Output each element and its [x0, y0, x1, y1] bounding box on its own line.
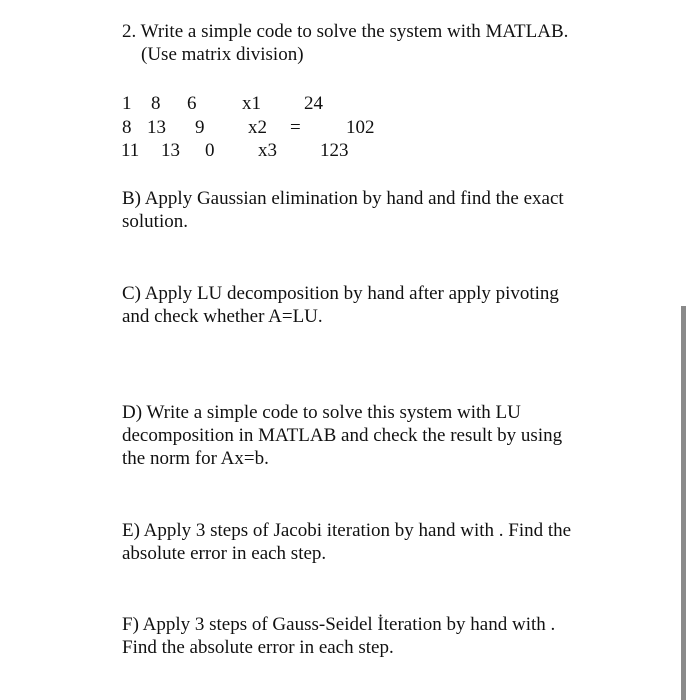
rhs-value: 102	[346, 117, 375, 138]
matrix-cell: 6	[187, 93, 197, 114]
variable: x3	[258, 140, 277, 161]
part-d-line: D) Write a simple code to solve this system with LU	[122, 402, 521, 423]
vertical-scrollbar[interactable]	[681, 306, 686, 700]
rhs-value: 24	[304, 93, 323, 114]
part-f-line: F) Apply 3 steps of Gauss-Seidel İteration by hand with .	[122, 614, 556, 635]
equals-sign: =	[290, 117, 301, 138]
part-e-line: absolute error in each step.	[122, 543, 327, 564]
part-d-line: the norm for Ax=b.	[122, 448, 269, 469]
matrix-cell: 1	[122, 93, 132, 114]
matrix-cell: 8	[151, 93, 161, 114]
part-e-line: E) Apply 3 steps of Jacobi iteration by hand with . Find the	[122, 520, 572, 541]
part-c-line: and check whether A=LU.	[122, 306, 323, 327]
matrix-cell: 0	[205, 140, 215, 161]
part-d-line: decomposition in MATLAB and check the result by using	[122, 425, 563, 446]
matrix-cell: 11	[121, 140, 140, 161]
question-subtitle: (Use matrix division)	[141, 44, 304, 65]
rhs-value: 123	[320, 140, 349, 161]
matrix-cell: 13	[161, 140, 180, 161]
part-f-line: Find the absolute error in each step.	[122, 637, 394, 658]
variable: x1	[242, 93, 261, 114]
variable: x2	[248, 117, 267, 138]
matrix-cell: 8	[122, 117, 132, 138]
question-title: 2. Write a simple code to solve the system with MATLAB.	[122, 21, 569, 42]
part-b-line: B) Apply Gaussian elimination by hand and find the exact	[122, 188, 564, 209]
part-b-line: solution.	[122, 211, 188, 232]
matrix-cell: 13	[147, 117, 166, 138]
part-c-line: C) Apply LU decomposition by hand after apply pivoting	[122, 283, 559, 304]
matrix-cell: 9	[195, 117, 205, 138]
